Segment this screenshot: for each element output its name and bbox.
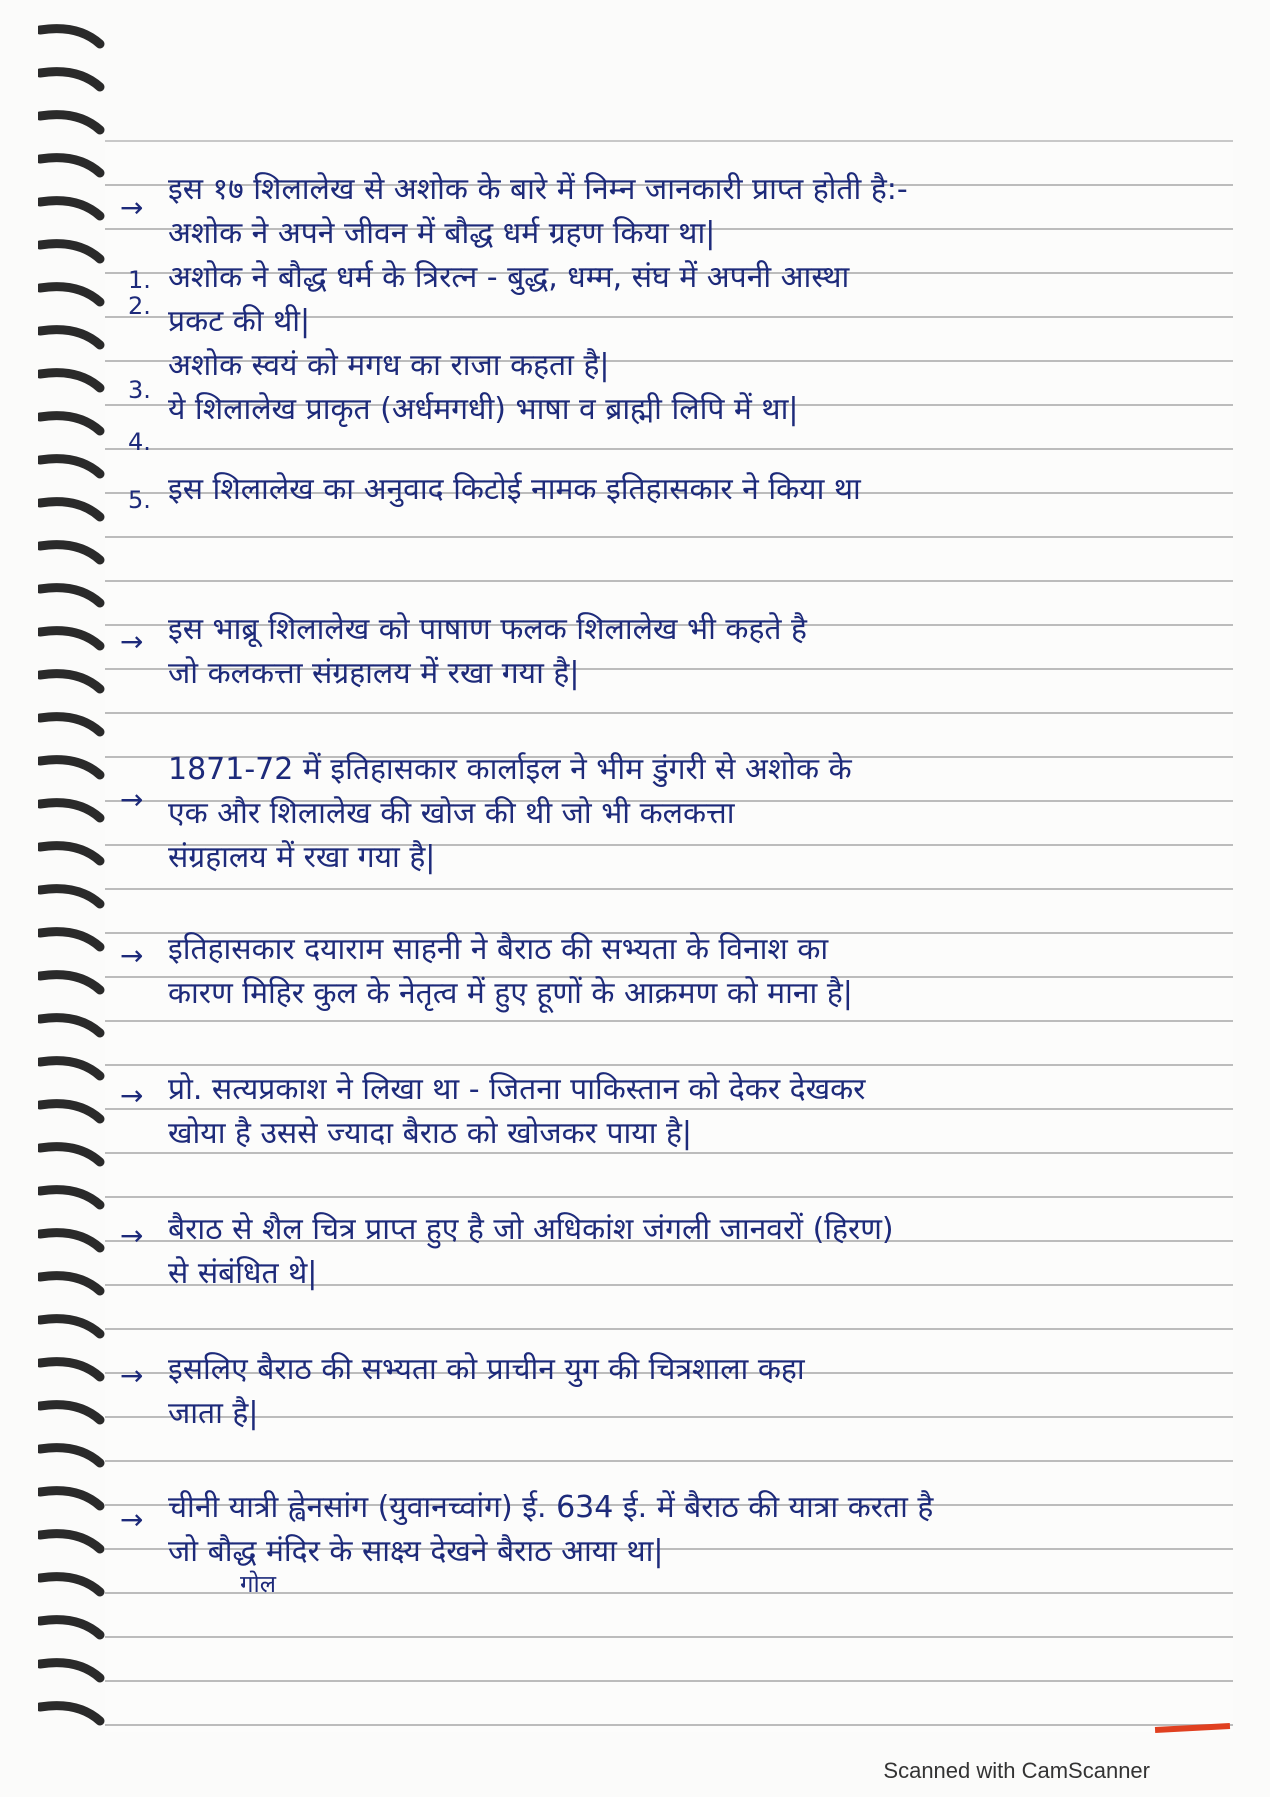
spiral-ring bbox=[40, 287, 100, 302]
bullet-line: चीनी यात्री ह्वेनसांग (युवानच्वांग) ई. 634 ई. में बैराठ की यात्रा करता है bbox=[168, 1490, 934, 1525]
spiral-ring bbox=[40, 846, 100, 861]
spiral-ring bbox=[40, 803, 100, 818]
spiral-ring bbox=[40, 1362, 100, 1377]
bullet-line: इस भाब्रू शिलालेख को पाषाण फलक शिलालेख भी कहते है bbox=[168, 612, 807, 647]
spiral-ring bbox=[40, 760, 100, 775]
point-line: अशोक ने अपने जीवन में बौद्ध धर्म ग्रहण किया था| bbox=[168, 216, 716, 251]
point-number: 2. bbox=[128, 292, 151, 320]
point-line: इस शिलालेख का अनुवाद किटोई नामक इतिहासकार ने किया था bbox=[168, 472, 861, 507]
bullet-line: जो कलकत्ता संग्रहालय में रखा गया है| bbox=[168, 656, 580, 691]
bullet-line: इतिहासकार दयाराम साहनी ने बैराठ की सभ्यता के विनाश का bbox=[168, 932, 829, 967]
bullet-line: इसलिए बैराठ की सभ्यता को प्राचीन युग की चित्रशाला कहा bbox=[168, 1352, 805, 1387]
spiral-ring bbox=[40, 502, 100, 517]
spiral-ring bbox=[40, 674, 100, 689]
spiral-ring bbox=[40, 459, 100, 474]
spiral-ring bbox=[40, 1577, 100, 1592]
spiral-ring bbox=[40, 1147, 100, 1162]
arrow-icon: → bbox=[120, 1359, 144, 1392]
point-line: अशोक स्वयं को मगध का राजा कहता है| bbox=[168, 348, 610, 383]
bullet-line: से संबंधित थे| bbox=[168, 1256, 318, 1291]
spiral-ring bbox=[40, 1620, 100, 1635]
spiral-ring bbox=[40, 1018, 100, 1033]
bullet-line: एक और शिलालेख की खोज की थी जो भी कलकत्ता bbox=[168, 796, 735, 831]
spiral-ring bbox=[40, 1061, 100, 1076]
spiral-ring bbox=[40, 1534, 100, 1549]
point-line: ये शिलालेख प्राकृत (अर्धमगधी) भाषा व ब्राह्मी लिपि में था| bbox=[168, 392, 799, 427]
bullet-line: जाता है| bbox=[168, 1396, 259, 1431]
point-number: 5. bbox=[128, 486, 151, 514]
point-number: 3. bbox=[128, 376, 151, 404]
spiral-ring bbox=[40, 201, 100, 216]
spiral-ring bbox=[40, 889, 100, 904]
spiral-ring bbox=[40, 158, 100, 173]
spiral-ring bbox=[40, 416, 100, 431]
spiral-ring bbox=[40, 1663, 100, 1678]
spiral-ring bbox=[40, 72, 100, 87]
spiral-ring bbox=[40, 1233, 100, 1248]
spiral-ring bbox=[40, 1706, 100, 1721]
arrow-icon: → bbox=[120, 1503, 144, 1536]
spiral-ring bbox=[40, 717, 100, 732]
spiral-ring bbox=[40, 1190, 100, 1205]
spiral-ring bbox=[40, 115, 100, 130]
spiral-ring bbox=[40, 1448, 100, 1463]
point-line: अशोक ने बौद्ध धर्म के त्रिरत्न - बुद्ध, धम्म, संघ में अपनी आस्था bbox=[168, 260, 850, 295]
bullet-line: बैराठ से शैल चित्र प्राप्त हुए है जो अधिकांश जंगली जानवरों (हिरण) bbox=[168, 1212, 894, 1247]
arrow-icon: → bbox=[120, 1079, 144, 1112]
spiral-ring bbox=[40, 1104, 100, 1119]
arrow-icon: → bbox=[120, 783, 144, 816]
spiral-ring bbox=[40, 1491, 100, 1506]
spiral-ring bbox=[40, 244, 100, 259]
bullet-line: 1871-72 में इतिहासकार कार्लाइल ने भीम डुंगरी से अशोक के bbox=[168, 752, 852, 787]
intro-text: इस १७ शिलालेख से अशोक के बारे में निम्न जानकारी प्राप्त होती है:- bbox=[168, 172, 908, 207]
bullet-line-annotation: गोल bbox=[240, 1570, 276, 1598]
spiral-ring bbox=[40, 588, 100, 603]
point-number: 1. bbox=[128, 266, 151, 294]
spiral-ring bbox=[40, 975, 100, 990]
spiral-ring bbox=[40, 373, 100, 388]
arrow-icon: → bbox=[120, 625, 144, 658]
spiral-ring bbox=[40, 1319, 100, 1334]
spiral-ring bbox=[40, 330, 100, 345]
arrow-icon: → bbox=[120, 939, 144, 972]
spiral-ring bbox=[40, 29, 100, 44]
spiral-binding bbox=[38, 20, 108, 1740]
arrow-icon: → bbox=[120, 191, 144, 224]
point-number: 4. bbox=[128, 428, 151, 456]
spiral-ring bbox=[40, 1276, 100, 1291]
point-line: प्रकट की थी| bbox=[168, 304, 311, 339]
spiral-ring bbox=[40, 932, 100, 947]
spiral-ring bbox=[40, 631, 100, 646]
scanner-watermark: Scanned with CamScanner bbox=[883, 1758, 1150, 1783]
bullet-line: कारण मिहिर कुल के नेतृत्व में हुए हूणों के आक्रमण को माना है| bbox=[168, 976, 853, 1011]
spiral-ring bbox=[40, 545, 100, 560]
bullet-line: प्रो. सत्यप्रकाश ने लिखा था - जितना पाकिस्तान को देकर देखकर bbox=[168, 1072, 866, 1107]
bullet-line: खोया है उससे ज्यादा बैराठ को खोजकर पाया है| bbox=[168, 1116, 693, 1151]
spiral-ring bbox=[40, 1405, 100, 1420]
arrow-icon: → bbox=[120, 1219, 144, 1252]
bullet-line: संग्रहालय में रखा गया है| bbox=[168, 840, 436, 875]
bullet-line: जो बौद्ध मंदिर के साक्ष्य देखने बैराठ आया था| bbox=[168, 1534, 664, 1569]
